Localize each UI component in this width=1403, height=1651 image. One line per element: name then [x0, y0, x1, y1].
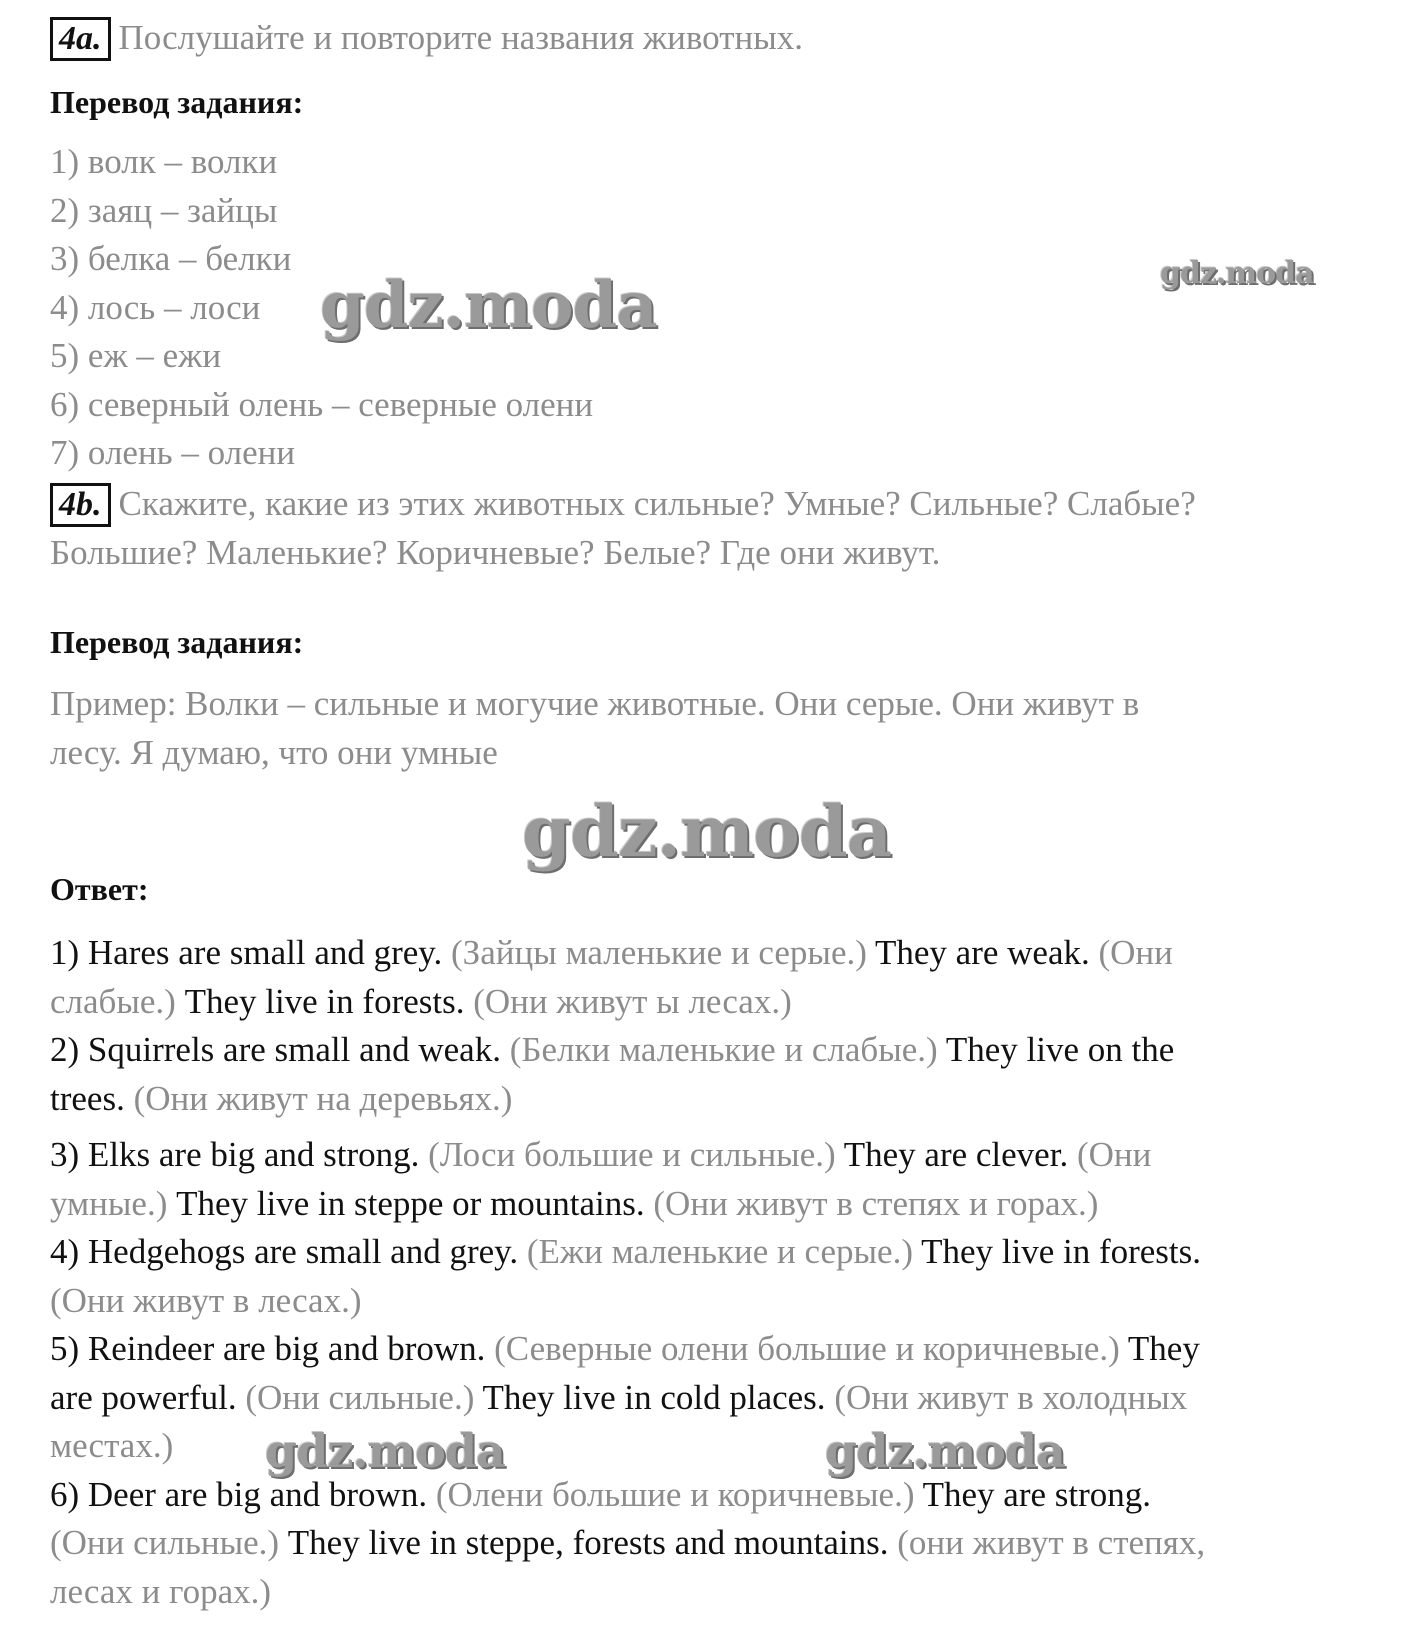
watermark: gdz.moda [825, 1424, 1065, 1478]
answer-line: are powerful. (Они сильные.) They live in cold places. (Они живут в холодных [50, 1377, 1188, 1417]
watermark: gdz.moda [265, 1424, 505, 1478]
answer-line: 5) Reindeer are big and brown. (Северные олени большие и коричневые.) They [50, 1329, 1200, 1368]
task-4b-heading: Перевод задания: [50, 624, 304, 660]
answer-heading: Ответ: [50, 871, 149, 907]
answer-line: 2) Squirrels are small and weak. (Белки маленькие и слабые.) They live on the [50, 1030, 1175, 1069]
watermark: gdz.moda [1160, 256, 1314, 291]
answer-line: 1) Hares are small and grey. (Зайцы маленькие и серые.) They are weak. (Они [50, 933, 1173, 972]
answer-line: слабые.) They live in forests. (Они живут ы лесах.) [50, 981, 792, 1021]
list-item: 2) заяц – зайцы [50, 190, 278, 230]
answer-line: trees. (Они живут на деревьях.) [50, 1078, 513, 1118]
list-item: 5) еж – ежи [50, 336, 222, 375]
list-item: 1) волк – волки [50, 142, 278, 181]
watermark: gdz.moda [320, 268, 657, 343]
task-4a-heading: Перевод задания: [50, 84, 304, 120]
list-item: 4) лось – лоси [50, 287, 261, 327]
answer-line: умные.) They live in steppe or mountains. (Они живут в степях и горах.) [50, 1183, 1099, 1223]
task-4b-header [50, 480, 1350, 577]
list-item: 6) северный олень – северные олени [50, 384, 594, 424]
answer-block [50, 929, 1350, 1616]
task-4b-text-line2: Большие? Маленькие? Коричневые? Белые? Где они живут. [50, 532, 941, 572]
answer-line: 3) Elks are big and strong. (Лоси большие и сильные.) They are clever. (Они [50, 1135, 1152, 1174]
list-item: 3) белка – белки [50, 239, 292, 278]
task-4a-text: Послушайте и повторите названия животных. [118, 18, 803, 57]
answer-line: (Они сильные.) They live in steppe, forests and mountains. (они живут в степях, [50, 1523, 1206, 1562]
task-4b-label: 4b. [50, 483, 111, 527]
task-4b-example [50, 680, 1350, 777]
answer-line: местах.) [50, 1426, 174, 1465]
example-line: Пример: Волки – сильные и могучие животные. Они серые. Они живут в [50, 684, 1140, 723]
task-4b-text-line1: Скажите, какие из этих животных сильные? Умные? Сильные? Слабые? [118, 484, 1196, 523]
task-4a-list [50, 138, 1350, 478]
answer-line: (Они живут в лесах.) [50, 1280, 362, 1320]
answer-line: 6) Deer are big and brown. (Олени большие и коричневые.) They are strong. [50, 1474, 1152, 1514]
watermark: gdz.moda [522, 790, 892, 873]
answer-line: лесах и горах.) [50, 1571, 272, 1611]
task-4a-header [50, 14, 1350, 63]
task-4a-label: 4a. [50, 17, 111, 61]
answer-line: 4) Hedgehogs are small and grey. (Ежи маленькие и серые.) They live in forests. [50, 1232, 1202, 1271]
list-item: 7) олень – олени [50, 433, 296, 472]
example-line: лесу. Я думаю, что они умные [50, 732, 498, 772]
